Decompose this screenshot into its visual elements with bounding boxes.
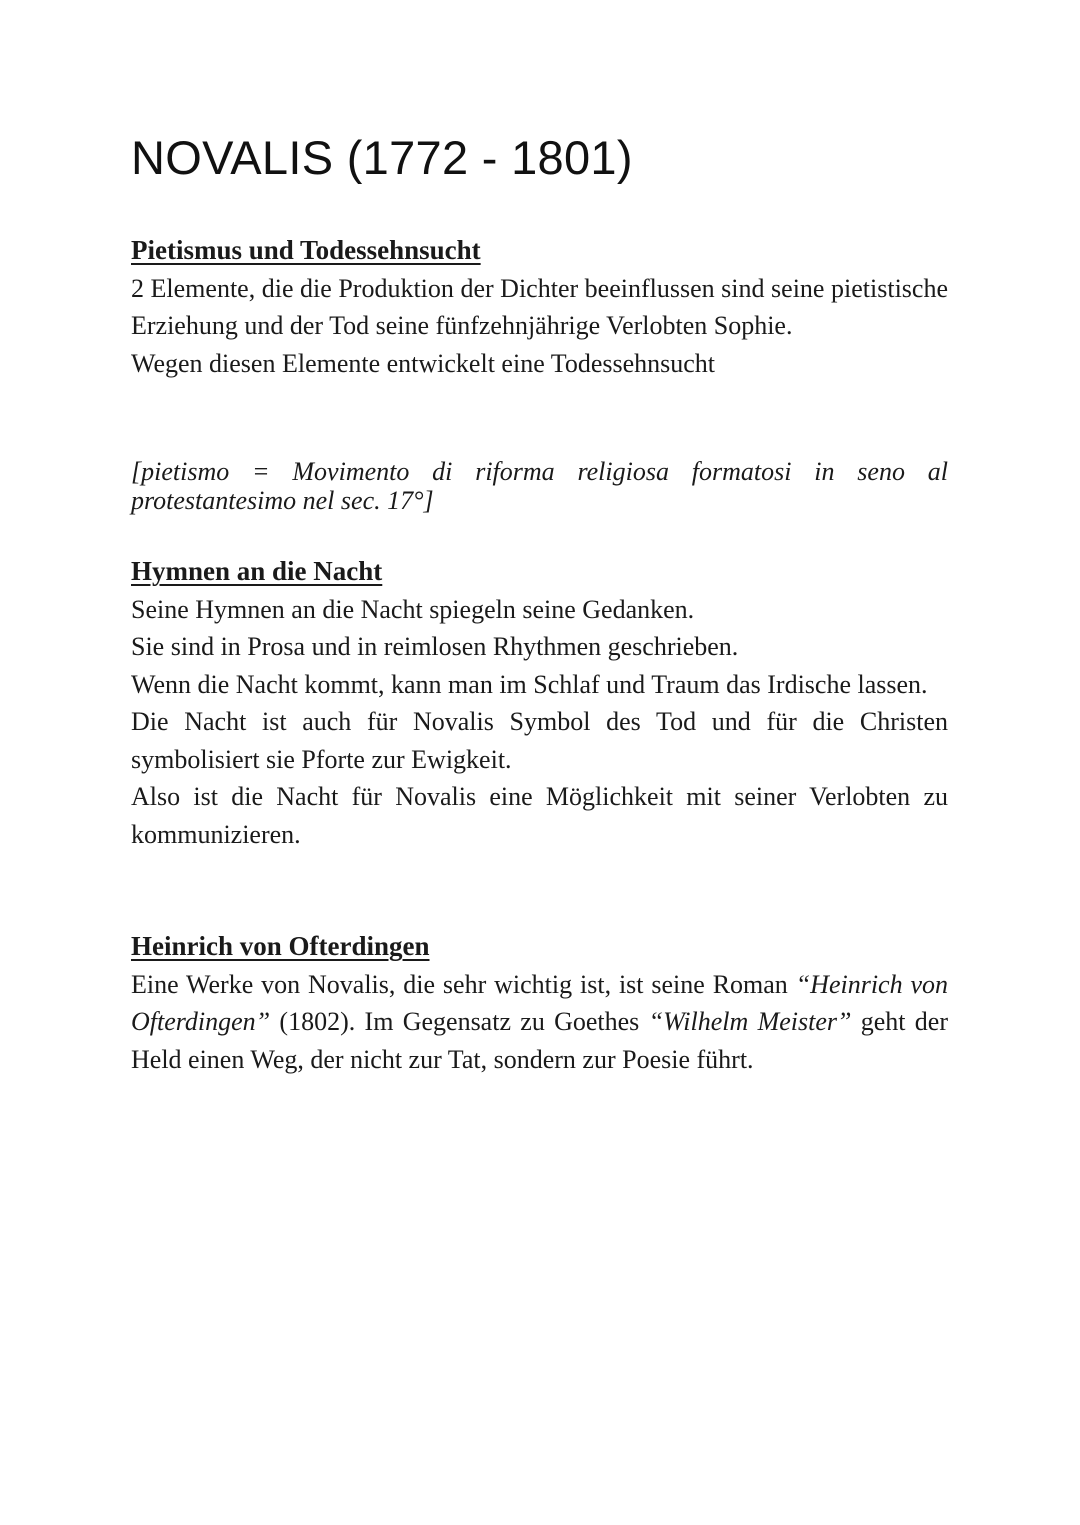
work-title: “Wilhelm Meister” xyxy=(648,1007,852,1036)
paragraph: Seine Hymnen an die Nacht spiegeln seine Gedanken. xyxy=(131,594,695,624)
paragraph: Die Nacht ist auch für Novalis Symbol des Tod und für die Christen symbolisiert sie Pforte zur Ewigkeit. xyxy=(131,707,948,774)
paragraph: Also ist die Nacht für Novalis eine Möglichkeit mit seiner Verlobten zu kommunizieren. xyxy=(131,782,948,849)
page-title: NOVALIS (1772 - 1801) xyxy=(131,131,633,184)
text-run: (1802). Im Gegensatz zu Goethes xyxy=(270,1007,649,1036)
section-hymnen xyxy=(131,553,948,853)
section-heading: Pietismus und Todessehnsucht xyxy=(131,235,481,265)
paragraph: Sie sind in Prosa und in reimlosen Rhythmen geschrieben. xyxy=(131,632,739,661)
paragraph: Wegen diesen Elemente entwickelt eine Todessehnsucht xyxy=(131,348,716,378)
section-heading: Heinrich von Ofterdingen xyxy=(131,931,430,961)
section-ofterdingen xyxy=(131,928,948,1078)
work-title: “Heinrich von Ofterdingen” xyxy=(131,969,949,1036)
translation-note: [pietismo = Movimento di riforma religiosa formatosi in seno al protestantesimo nel sec. 17°] xyxy=(131,457,948,515)
section-heading: Hymnen an die Nacht xyxy=(131,556,383,586)
paragraph: Wenn die Nacht kommt, kann man im Schlaf und Traum das Irdische lassen. xyxy=(131,669,928,699)
text-run: Eine Werke von Novalis, die sehr wichtig ist, ist seine Roman xyxy=(131,969,796,999)
section-pietismus xyxy=(131,232,948,382)
paragraph: 2 Elemente, die die Produktion der Dichter beeinflussen sind seine pietistische Erziehung und der Tod seine fünfzehnjährige Verlobten Sophie. xyxy=(131,273,948,340)
paragraph xyxy=(131,966,948,1079)
text-run: geht der Held einen Weg, der nicht zur Tat, sondern zur Poesie führt. xyxy=(131,1007,948,1074)
